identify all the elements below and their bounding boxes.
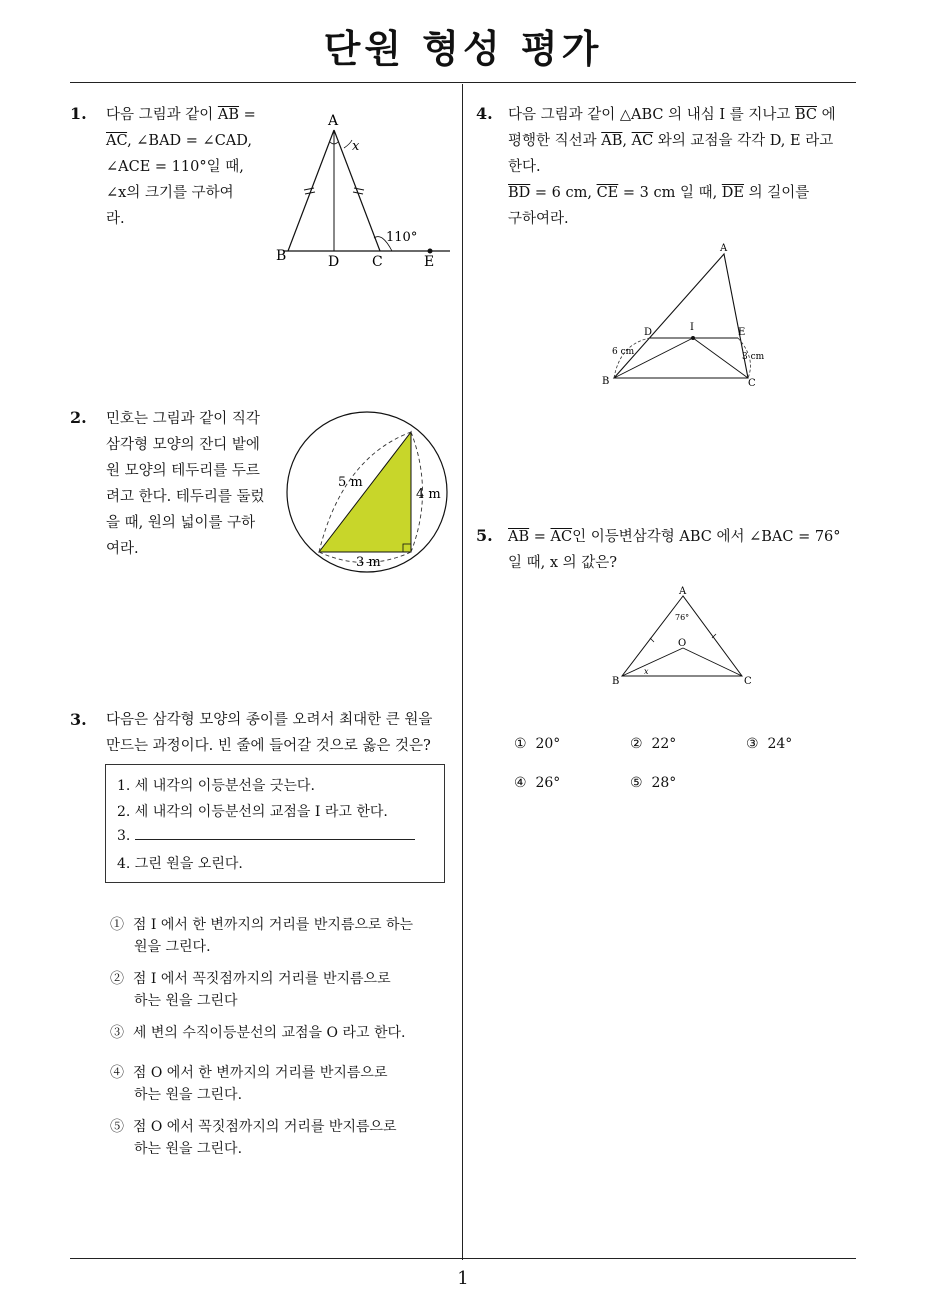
q2-text <box>106 406 276 562</box>
q5-label-o: O <box>678 638 687 649</box>
q5-line: 일 때, x 의 값은? <box>508 555 618 571</box>
q5-choice-2: ② 22° <box>630 736 677 752</box>
q2-line: 려고 한다. 테두리를 둘렀 <box>106 489 265 505</box>
q1-label-e: E <box>424 254 435 270</box>
q5-choice-1: ① 20° <box>514 736 561 752</box>
q3-option-4: ④ 점 O 에서 한 변까지의 거리를 반지름으로 하는 원을 그린다. <box>110 1065 388 1103</box>
q4-line: $\overline{BD} = 6$ cm, $\overline{CE} = 3$ cm 일 때, $\overline{DE}$ 의 길이를 <box>508 185 810 201</box>
q4-figure <box>598 240 778 390</box>
q3-option-2: ② 점 I 에서 꼭짓점까지의 거리를 반지름으로 하는 원을 그린다 <box>110 971 391 1009</box>
q1-line: 라. <box>106 211 125 227</box>
q4-label-c: C <box>748 378 756 389</box>
q1-line: 다음 그림과 같이 $\overline{AB}$ = <box>106 107 256 123</box>
q3-text <box>106 707 456 759</box>
q4-label-i: I <box>690 322 694 333</box>
q5-label-x: x <box>644 667 649 676</box>
q1-label-a: A <box>328 113 339 129</box>
page-title: 단원 형성 평가 <box>323 27 603 71</box>
q2-line: 을 때, 원의 넓이를 구하 <box>106 515 256 531</box>
q4-label-b: B <box>602 376 610 387</box>
q4-line: 구하여라. <box>508 211 569 227</box>
q3-option-1: ① 점 I 에서 한 변까지의 거리를 반지름으로 하는 원을 그린다. <box>110 917 414 955</box>
q3-line: 다음은 삼각형 모양의 종이를 오려서 최대한 큰 원을 <box>106 712 433 728</box>
q3-step-4: 4. 그린 원을 오린다. <box>117 856 243 872</box>
q2-number: 2. <box>70 408 87 427</box>
q4-label-a: A <box>720 243 728 254</box>
bottom-rule <box>70 1258 856 1259</box>
q4-ce-label: 3 cm <box>742 352 765 362</box>
q3-blank-line <box>135 827 415 840</box>
q2-line: 원 모양의 테두리를 두르 <box>106 463 260 479</box>
q4-line: 평행한 직선과 $\overline{AB}$, $\overline{AC}$ 와의 교점을 각각 D, E 라고 <box>508 133 834 149</box>
q3-step-2: 2. 세 내각의 이등분선의 교점을 I 라고 한다. <box>117 804 388 820</box>
q4-label-d: D <box>644 327 653 338</box>
q4-bd-label: 6 cm <box>612 347 635 357</box>
q1-number: 1. <box>70 104 87 123</box>
q4-text <box>508 102 858 232</box>
q1-label-d: D <box>328 254 340 270</box>
q1-line: $\overline{AC}$, ∠BAD = ∠CAD, <box>106 133 252 149</box>
q4-line: 한다. <box>508 159 541 175</box>
column-divider <box>462 84 463 1260</box>
q4-number: 4. <box>476 104 493 123</box>
q1-line: ∠ACE = 110°일 때, <box>106 159 244 175</box>
q3-line: 만드는 과정이다. 빈 줄에 들어갈 것으로 옳은 것은? <box>106 738 431 754</box>
q2-leg-h-label: 3 m <box>356 555 381 570</box>
q3-step-1: 1. 세 내각의 이등분선을 긋는다. <box>117 778 315 794</box>
q3-number: 3. <box>70 710 87 729</box>
q1-text <box>106 102 266 232</box>
q5-label-c: C <box>744 676 752 687</box>
q2-line: 삼각형 모양의 잔디 밭에 <box>106 437 260 453</box>
q1-label-b: B <box>276 248 287 264</box>
q3-option-3: ③ 세 변의 수직이등분선의 교점을 O 라고 한다. <box>110 1025 406 1041</box>
q1-figure <box>270 108 460 273</box>
q5-line: $\overline{AB} = \overline{AC}$인 이등변삼각형 ABC 에서 ∠BAC = 76° <box>508 529 841 545</box>
q5-choice-4: ④ 26° <box>514 775 561 791</box>
q1-angle-label: 110° <box>386 230 418 245</box>
q4-line: 다음 그림과 같이 △ABC 의 내심 I 를 지나고 $\overline{BC}$ 에 <box>508 107 836 123</box>
q2-line: 민호는 그림과 같이 직각 <box>106 411 260 427</box>
q5-text <box>508 524 858 576</box>
q5-figure <box>608 584 758 688</box>
q5-choice-5: ⑤ 28° <box>630 775 677 791</box>
q2-figure <box>284 408 454 578</box>
q5-angle-label: 76° <box>675 613 690 622</box>
q2-leg-v-label: 4 m <box>416 487 441 502</box>
q5-number: 5. <box>476 526 493 545</box>
q2-hyp-label: 5 m <box>338 475 363 490</box>
q5-choice-3: ③ 24° <box>746 736 793 752</box>
q3-option-5: ⑤ 점 O 에서 꼭짓점까지의 거리를 반지름으로 하는 원을 그린다. <box>110 1119 397 1157</box>
q1-label-x: x <box>352 139 360 154</box>
q2-line: 여라. <box>106 541 139 557</box>
page-number: 1 <box>457 1268 469 1289</box>
q1-line: ∠x의 크기를 구하여 <box>106 185 234 201</box>
q5-label-b: B <box>612 676 620 687</box>
q3-step-3: 3. <box>117 827 415 844</box>
q1-label-c: C <box>372 254 383 270</box>
q4-label-e: E <box>738 327 746 338</box>
q5-label-a: A <box>679 586 687 597</box>
top-rule <box>70 82 856 83</box>
